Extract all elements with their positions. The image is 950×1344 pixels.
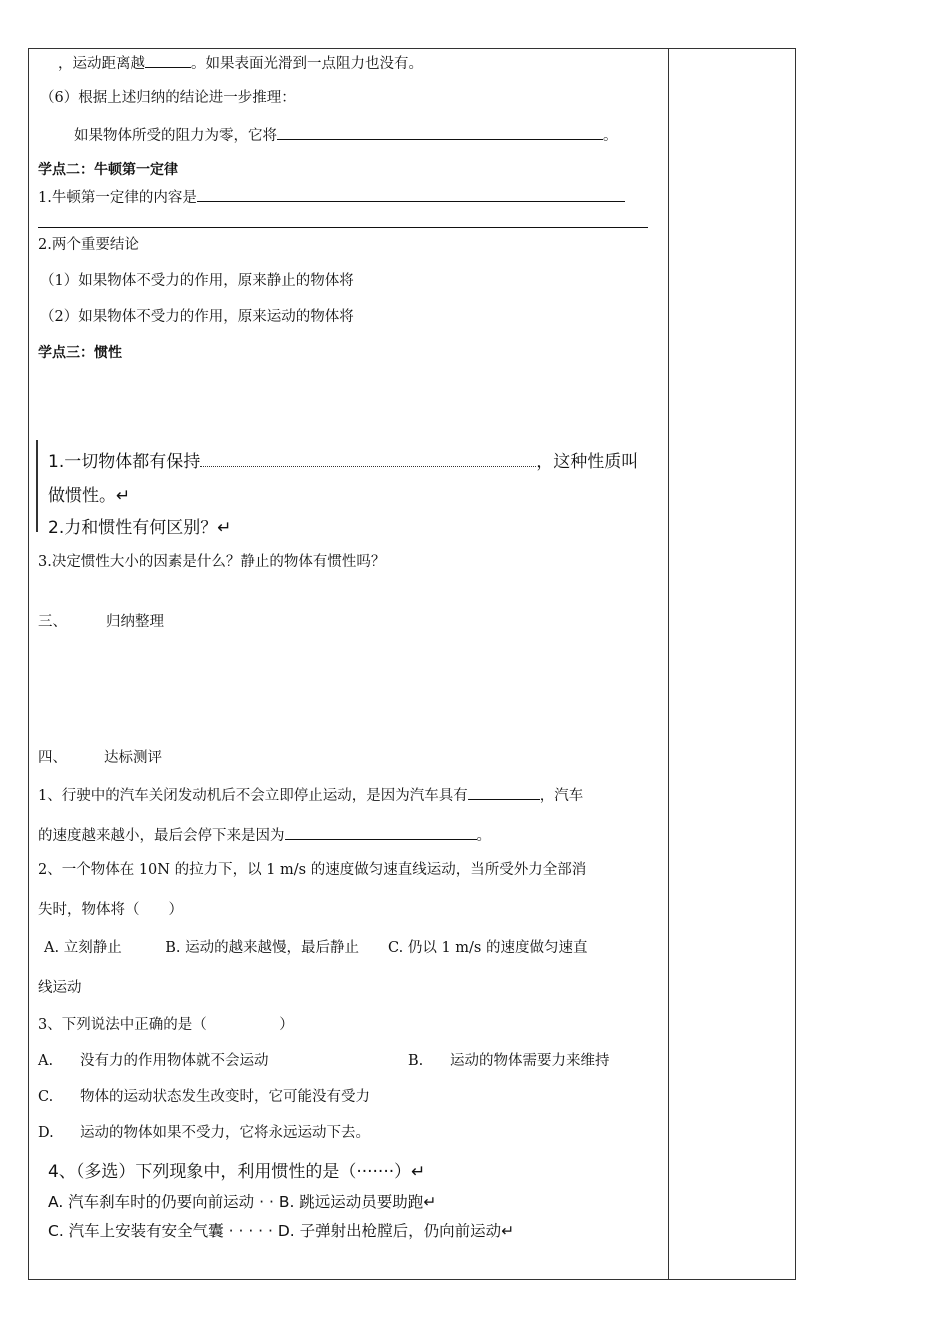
q3-option-c-label: C. <box>38 1089 54 1105</box>
q4-options-cd: C. 汽车上安装有安全气囊 · · · · · D. 子弹射出枪膛后，仍向前运动↵ <box>48 1222 515 1240</box>
q3-option-c: 物体的运动状态发生改变时，它可能没有受力 <box>80 1089 370 1105</box>
blank-zero-resistance[interactable] <box>277 124 603 140</box>
line-zero-resistance: 如果物体所受的阻力为零，它将 。 <box>74 124 618 146</box>
question-1-line2: 的速度越来越小，最后会停下来是因为 。 <box>38 824 491 846</box>
blank-law-content[interactable] <box>197 186 625 202</box>
notes-column-divider <box>668 48 669 1280</box>
q3-option-a: 没有力的作用物体就不会运动 <box>80 1053 269 1069</box>
q3-option-d-label: D. <box>38 1125 54 1141</box>
question-2-line2: 失时，物体将（ ） <box>38 902 183 918</box>
line-inertia-definition: 1.一切物体都有保持 ，这种性质叫 <box>48 452 639 472</box>
line-inertia-term: 做惯性。↵ <box>48 486 131 506</box>
line-conclusion-moving: （2）如果物体不受力的作用，原来运动的物体将 <box>40 309 354 325</box>
heading-newton-first-law: 学点二：牛顿第一定律 <box>38 162 178 178</box>
question-2-line1: 2、一个物体在 10N 的拉力下，以 1 m/s 的速度做匀速直线运动，当所受外力全部消 <box>38 862 587 878</box>
question-1-line1: 1、行驶中的汽车关闭发动机后不会立即停止运动，是因为汽车具有 ，汽车 <box>38 784 583 806</box>
heading-inertia: 学点三：惯性 <box>38 345 122 361</box>
blank-q1-inertia[interactable] <box>468 784 540 800</box>
section-assessment-title: 达标测评 <box>104 750 162 766</box>
question-3: 3、下列说法中正确的是（ ） <box>38 1017 294 1033</box>
line-two-conclusions: 2.两个重要结论 <box>38 237 139 253</box>
blank-inertia-definition[interactable] <box>200 450 536 467</box>
blank-law-content-line2[interactable] <box>38 227 648 228</box>
line-force-vs-inertia: 2.力和惯性有何区别？↵ <box>48 518 232 538</box>
section-summary-title: 归纳整理 <box>106 614 164 630</box>
q3-option-b-label: B. <box>408 1053 424 1069</box>
line-conclusion-static: （1）如果物体不受力的作用，原来静止的物体将 <box>40 273 354 289</box>
section-summary-number: 三、 <box>38 614 67 630</box>
pasted-text-bar <box>36 440 38 532</box>
q3-option-d: 运动的物体如果不受力，它将永远运动下去。 <box>80 1125 370 1141</box>
question-2-options: A. 立刻静止 B. 运动的越来越慢，最后静止 C. 仍以 1 m/s 的速度做匀速直 <box>44 940 588 956</box>
blank-distance[interactable] <box>145 52 191 68</box>
line-inference: （6）根据上述归纳的结论进一步推理： <box>40 90 296 106</box>
line-inertia-factors: 3.决定惯性大小的因素是什么？静止的物体有惯性吗？ <box>38 554 386 570</box>
question-4: 4、（多选）下列现象中，利用惯性的是（·······）↵ <box>48 1162 426 1182</box>
q3-option-b: 运动的物体需要力来维持 <box>450 1053 610 1069</box>
section-assessment-number: 四、 <box>38 750 67 766</box>
question-2-options-cont: 线运动 <box>38 980 82 996</box>
q4-options-ab: A. 汽车刹车时的仍要向前运动 · · B. 跳远运动员要助跑↵ <box>48 1193 437 1211</box>
q3-option-a-label: A. <box>38 1053 54 1069</box>
line-law-content: 1.牛顿第一定律的内容是 <box>38 186 625 208</box>
line-distance: ，运动距离越 。如果表面光滑到一点阻力也没有。 <box>58 52 423 74</box>
blank-q1-reason[interactable] <box>285 824 477 840</box>
